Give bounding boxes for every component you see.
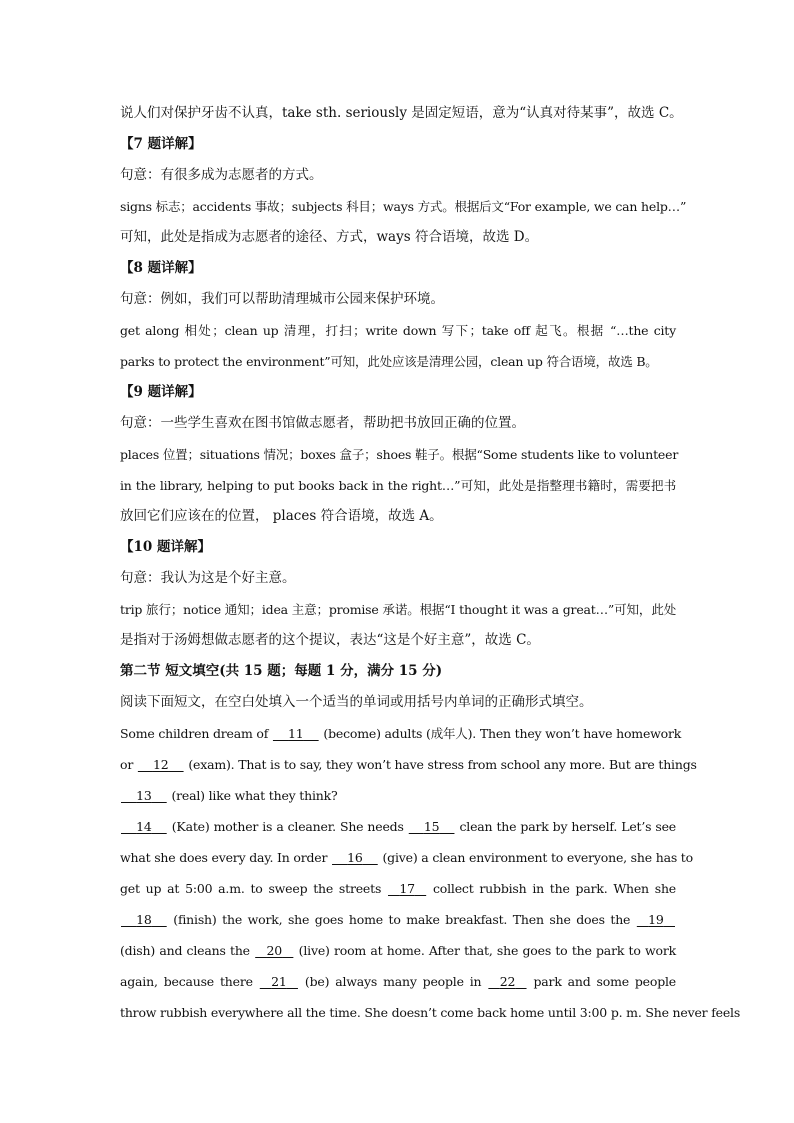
passage-line [120, 935, 676, 966]
blank-14: 14 [136, 819, 152, 834]
passage-text: (live) room at home. After that, she goes to the park to work [294, 943, 676, 958]
passage-text: (give) a clean environment to everyone, she has to [378, 850, 693, 865]
passage-text: what she does every day. In order [120, 850, 332, 865]
passage-line [120, 966, 676, 997]
passage-text: (become) adults (成年人). Then they won’t have homework [319, 726, 682, 741]
section-heading-q7: 【7 题详解】 [120, 136, 202, 152]
passage-text: (dish) and cleans the [120, 943, 255, 958]
passage-line [120, 873, 676, 904]
passage-text: (exam). That is to say, they won’t have stress from school any more. But are things [184, 757, 697, 772]
passage-line [120, 749, 697, 780]
passage-text: clean the park by herself. Let’s see [455, 819, 676, 834]
blank-19: 19 [648, 912, 664, 927]
blank-15: 15 [423, 819, 440, 834]
explanation-line: 句意：例如，我们可以帮助清理城市公园来保护环境。 [120, 291, 444, 307]
explanation-line: places 位置；situations 情况；boxes 盒子；shoes 鞋子。根据“Some students like to volunteer [120, 447, 679, 462]
blank-11: 11 [288, 726, 304, 741]
instructions: 阅读下面短文，在空白处填入一个适当的单词或用括号内单词的正确形式填空。 [120, 694, 593, 710]
blank-22: 22 [499, 974, 516, 989]
explanation-line: 说人们对保护牙齿不认真，take sth. seriously 是固定短语，意为“认真对待某事”，故选 C。 [120, 105, 683, 121]
blank-13: 13 [136, 788, 152, 803]
passage-line [120, 811, 676, 842]
passage-text: again, because there [120, 974, 259, 989]
blank-17: 17 [399, 881, 415, 896]
passage-line [120, 904, 676, 935]
passage-line [120, 842, 693, 873]
passage-line [120, 780, 676, 811]
explanation-line: 是指对于汤姆想做志愿者的这个提议，表达“这是个好主意”，故选 C。 [120, 632, 540, 648]
explanation-line: 可知，此处是指成为志愿者的途径、方式，ways 符合语境，故选 D。 [120, 229, 539, 245]
passage-text: collect rubbish in the park. When she [427, 881, 676, 896]
explanation-line: 放回它们应该在的位置， places 符合语境，故选 A。 [120, 508, 443, 524]
passage-text: Some children dream of [120, 726, 272, 741]
explanation-line: signs 标志；accidents 事故；subjects 科目；ways 方式。根据后文“For example, we can help…” [120, 199, 687, 214]
passage-line [120, 997, 741, 1028]
section-heading-q8: 【8 题详解】 [120, 260, 202, 276]
explanation-line: get along 相处；clean up 清理，打扫；write down 写下；take off 起飞。根据 “…the city [120, 323, 676, 338]
passage-text: (be) always many people in [298, 974, 488, 989]
blank-20: 20 [266, 943, 283, 958]
passage-text: (Kate) mother is a cleaner. She needs [167, 819, 408, 834]
explanation-line: 句意：有很多成为志愿者的方式。 [120, 167, 323, 183]
passage-text: (real) like what they think? [167, 788, 338, 803]
document-page [120, 98, 741, 1028]
explanation-line: in the library, helping to put books back in the right…”可知，此处是指整理书籍时，需要把书 [120, 478, 676, 493]
section-heading-q10: 【10 题详解】 [120, 539, 211, 555]
blank-16: 16 [347, 850, 363, 865]
blank-21: 21 [271, 974, 287, 989]
passage-text: park and some people [527, 974, 677, 989]
passage-text: get up at 5:00 a.m. to sweep the streets [120, 881, 387, 896]
blank-18: 18 [136, 912, 152, 927]
passage-text: or [120, 757, 137, 772]
passage-text: throw rubbish everywhere all the time. She doesn’t come back home until 3:00 p. m. She never feels [120, 1005, 741, 1020]
section-heading-q9: 【9 题详解】 [120, 384, 202, 400]
explanation-line: 句意：一些学生喜欢在图书馆做志愿者，帮助把书放回正确的位置。 [120, 415, 525, 431]
passage-line [120, 718, 682, 749]
explanation-line: 句意：我认为这是个好主意。 [120, 570, 296, 586]
section-title: 第二节 短文填空(共 15 题；每题 1 分，满分 15 分) [120, 663, 443, 679]
explanation-line: parks to protect the environment”可知，此处应该是清理公园，clean up 符合语境，故选 B。 [120, 354, 658, 369]
passage-text: (finish) the work, she goes home to make breakfast. Then she does the [167, 912, 636, 927]
blank-12: 12 [152, 757, 169, 772]
explanation-line: trip 旅行；notice 通知；idea 主意；promise 承诺。根据“I thought it was a great…”可知，此处 [120, 602, 676, 617]
